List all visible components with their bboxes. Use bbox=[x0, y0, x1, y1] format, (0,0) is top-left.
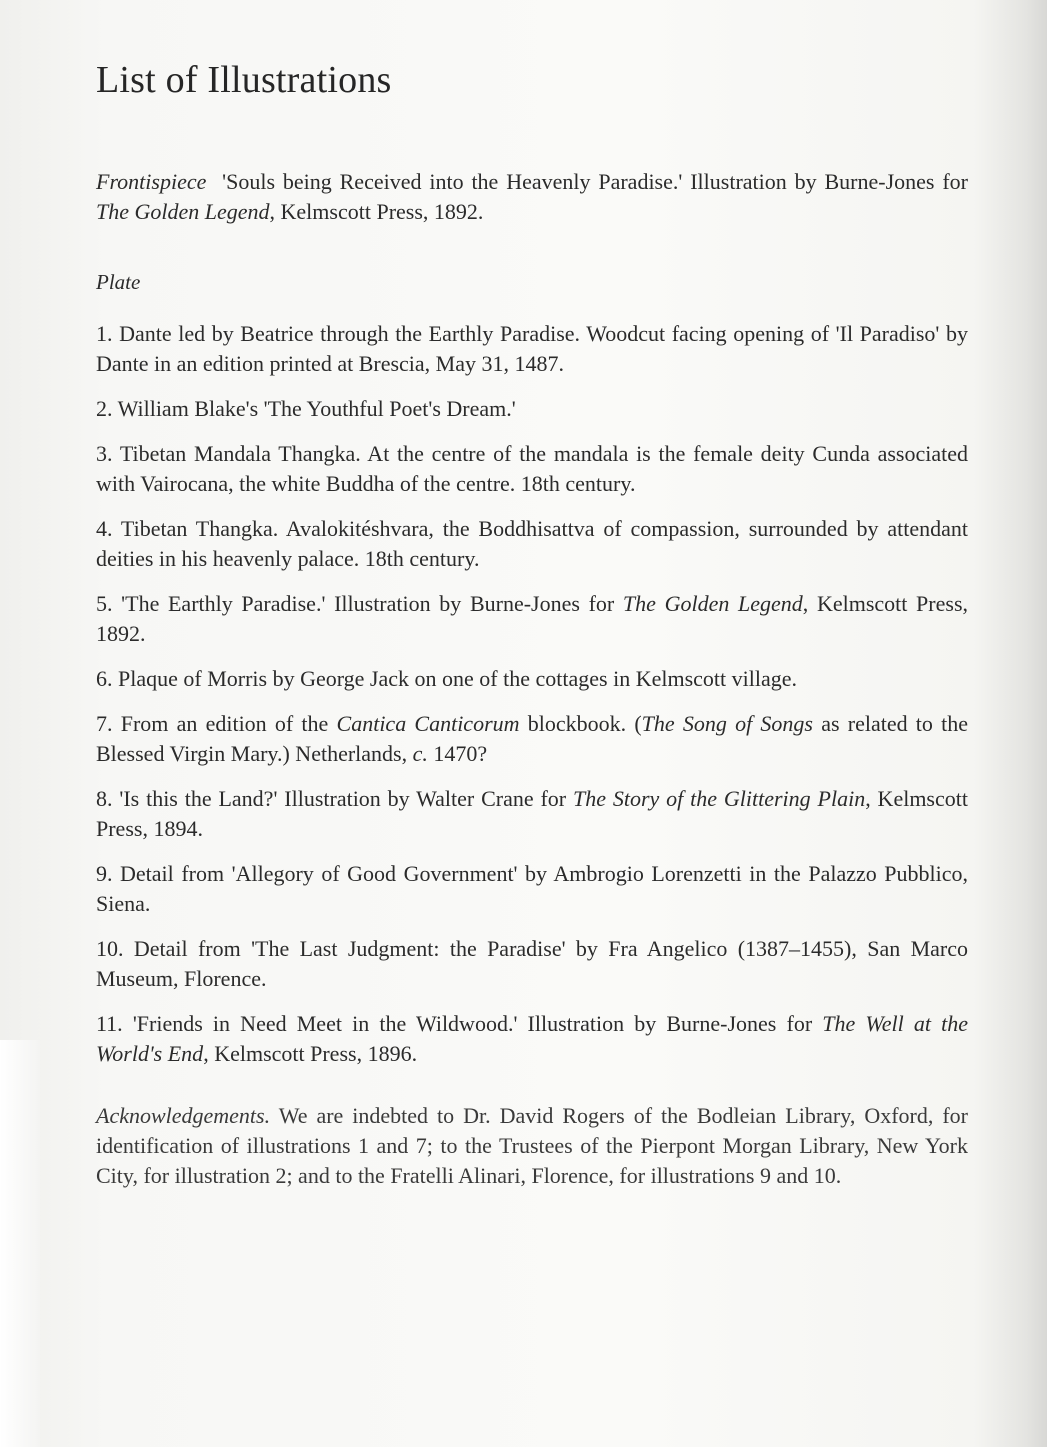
illustration-entry bbox=[96, 934, 968, 994]
entry-text: , Kelmscott Press, 1892. bbox=[96, 591, 969, 646]
frontispiece-text-1: 'Souls being Received into the Heavenly Paradise.' Illustration by Burne-Jones for bbox=[222, 169, 969, 194]
entry-text: 'Friends in Need Meet in the Wildwood.' Illustration by Burne-Jones for bbox=[122, 1011, 823, 1036]
frontispiece-italic-title: The Golden Legend bbox=[96, 199, 270, 224]
entry-number: 4. bbox=[96, 516, 113, 541]
acknowledgements bbox=[96, 1101, 968, 1191]
entry-text: Plaque of Morris by George Jack on one of the cottages in Kelmscott village. bbox=[112, 666, 797, 691]
page-edge bbox=[0, 1040, 40, 1447]
entry-italic-title: Cantica Canticorum bbox=[336, 711, 520, 736]
entry-text: , Kelmscott Press, 1894. bbox=[96, 786, 968, 841]
entry-text: as related to the Blessed Virgin Mary.) Netherlands, bbox=[96, 711, 968, 766]
page-title: List of Illustrations bbox=[96, 59, 392, 101]
entry-text: Detail from 'Allegory of Good Government' by Ambrogio Lorenzetti in the Palazzo Pubblico, Siena. bbox=[96, 861, 968, 916]
entry-text: 'Is this the Land?' Illustration by Walter Crane for bbox=[112, 786, 573, 811]
acknowledgements-text: We are indebted to Dr. David Rogers of the Bodleian Library, Oxford, for identification of illustrations 1 and 7; to the Trustees of the Pierpont Morgan Library, New York City, for illustration 2; and to the Fratelli Alinari, Florence, for illustrations 9 and 10. bbox=[96, 1103, 968, 1188]
entry-number: 1. bbox=[96, 321, 113, 346]
illustration-entry bbox=[96, 394, 968, 424]
entry-text: Detail from 'The Last Judgment: the Paradise' by Fra Angelico (1387–1455), San Marco Museum, Florence. bbox=[96, 936, 968, 991]
entry-text: Tibetan Thangka. Avalokitéshvara, the Boddhisattva of compassion, surrounded by attendant deities in his heavenly palace. 18th century. bbox=[96, 516, 968, 571]
entry-number: 6. bbox=[96, 666, 113, 691]
illustration-entry bbox=[96, 1009, 968, 1069]
illustration-entry bbox=[96, 514, 968, 574]
illustration-entry bbox=[96, 709, 968, 769]
illustration-entry bbox=[96, 589, 968, 649]
entry-number: 3. bbox=[96, 441, 113, 466]
entry-number: 11. bbox=[96, 1011, 123, 1036]
page-content bbox=[96, 55, 968, 1191]
entry-number: 10. bbox=[96, 936, 124, 961]
entry-text: Tibetan Mandala Thangka. At the centre of the mandala is the female deity Cunda associated with Vairocana, the white Buddha of the centre. 18th century. bbox=[96, 441, 968, 496]
illustration-list bbox=[96, 319, 968, 1069]
illustration-entry bbox=[96, 439, 968, 499]
entry-text: From an edition of the bbox=[112, 711, 337, 736]
entry-text: 1470? bbox=[427, 741, 488, 766]
entry-italic-title: The Story of the Glittering Plain bbox=[573, 786, 866, 811]
frontispiece-entry bbox=[96, 167, 968, 227]
entry-text: 'The Earthly Paradise.' Illustration by Burne-Jones for bbox=[112, 591, 623, 616]
entry-text: Dante led by Beatrice through the Earthly Paradise. Woodcut facing opening of 'Il Paradiso' by Dante in an edition printed at Brescia, May 31, 1487. bbox=[96, 321, 968, 376]
entry-text: William Blake's 'The Youthful Poet's Dream.' bbox=[112, 396, 516, 421]
entry-italic-title: The Golden Legend bbox=[622, 591, 803, 616]
plate-label: Plate bbox=[96, 270, 141, 294]
frontispiece-label: Frontispiece bbox=[96, 169, 207, 194]
entry-italic-title: The Song of Songs bbox=[641, 711, 813, 736]
entry-number: 2. bbox=[96, 396, 113, 421]
illustration-entry bbox=[96, 859, 968, 919]
entry-italic-title: The Well at the World's End bbox=[96, 1011, 969, 1066]
illustration-entry bbox=[96, 784, 968, 844]
entry-italic-title: c. bbox=[412, 741, 428, 766]
illustration-entry bbox=[96, 664, 968, 694]
entry-number: 7. bbox=[96, 711, 113, 736]
entry-number: 9. bbox=[96, 861, 113, 886]
acknowledgements-label: Acknowledgements. bbox=[96, 1103, 271, 1128]
frontispiece-text-2: , Kelmscott Press, 1892. bbox=[269, 199, 484, 224]
illustration-entry bbox=[96, 319, 968, 379]
entry-number: 8. bbox=[96, 786, 113, 811]
entry-number: 5. bbox=[96, 591, 113, 616]
entry-text: , Kelmscott Press, 1896. bbox=[203, 1041, 418, 1066]
entry-text: blockbook. ( bbox=[519, 711, 642, 736]
